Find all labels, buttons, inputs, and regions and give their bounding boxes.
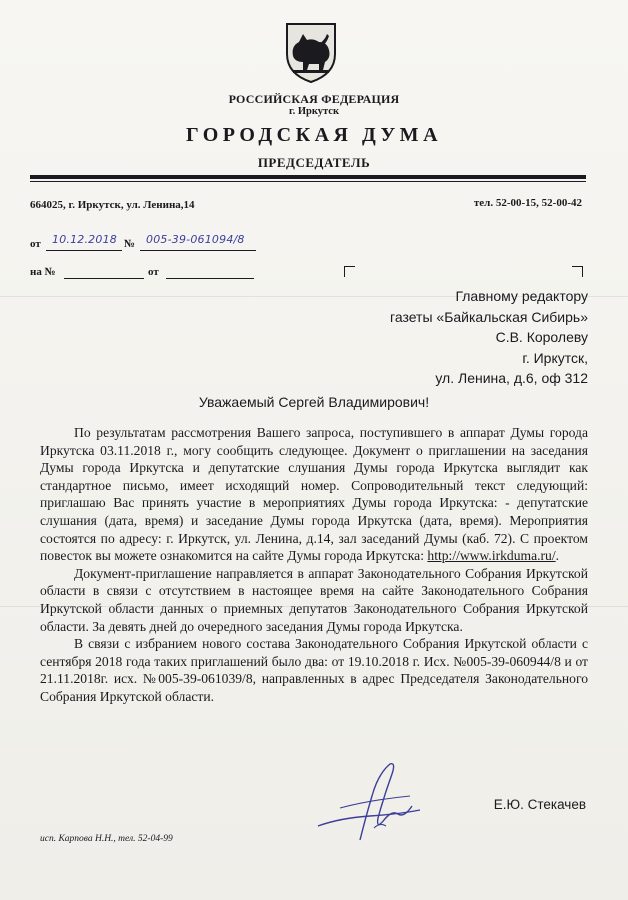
reply-date-label: от bbox=[148, 266, 159, 278]
number-label: № bbox=[124, 238, 136, 250]
body-paragraph bbox=[40, 424, 588, 565]
organization-phone: тел. 52-00-15, 52-00-42 bbox=[473, 197, 582, 209]
recipient-line: Главному редактору bbox=[455, 288, 588, 304]
date-value: 10.12.2018 bbox=[52, 233, 117, 246]
position-title: ПРЕДСЕДАТЕЛЬ bbox=[257, 155, 371, 170]
irkutsk-coat-of-arms-icon bbox=[279, 20, 343, 84]
recipient-block bbox=[390, 286, 588, 389]
recipient-line: газеты «Байкальская Сибирь» bbox=[390, 308, 588, 325]
website-link[interactable]: http://www.irkduma.ru/ bbox=[427, 548, 556, 564]
reply-number-label: на № bbox=[30, 266, 56, 278]
organization-address: 664025, г. Иркутск, ул. Ленина,14 bbox=[30, 199, 195, 211]
executor-note: исп. Карпова Н.Н., тел. 52-04-99 bbox=[40, 834, 173, 844]
recipient-line: г. Иркутск, bbox=[522, 349, 588, 366]
number-value: 005-39-061094/8 bbox=[146, 233, 245, 246]
recipient-line: С.В. Королеву bbox=[495, 329, 588, 345]
header-rule-thin bbox=[30, 181, 586, 182]
reply-number-field bbox=[64, 264, 144, 279]
city-heading: г. Иркутск bbox=[289, 106, 339, 117]
body-paragraph: Документ-приглашение направляется в аппарат Законодательного Собрания Иркутской области в связи с отсутствием в настоящее время на сайте Законодательного Собрания Иркутской области данных о приемных депутатов Законодательного Собрания Иркутской области. За девять дней до очередного заседания Думы города Иркутска. bbox=[40, 565, 588, 634]
address-corner-right bbox=[572, 266, 583, 277]
handwritten-signature-icon bbox=[300, 756, 430, 846]
recipient-line: ул. Ленина, д.6, оф 312 bbox=[435, 370, 588, 386]
country-heading: РОССИЙСКАЯ ФЕДЕРАЦИЯ bbox=[228, 92, 400, 106]
header-rule-thick bbox=[30, 175, 586, 179]
paragraph-end: . bbox=[555, 548, 560, 564]
organization-title: ГОРОДСКАЯ ДУМА bbox=[185, 124, 443, 146]
reply-date-field bbox=[166, 264, 254, 279]
salutation: Уважаемый Сергей Владимирович! bbox=[198, 394, 430, 410]
paragraph-text: По результатам рассмотрения Вашего запроса, поступившего в аппарат Думы города Иркутска 03.11.2018 г., могу сообщить следующее. Документ о приглашении на заседания Думы города Иркутска и депутатские слушания Думы города Иркутска выглядит как стандартное письмо, имеет исходящий номер. Сопроводительный текст следующий: приглашаю Вас принять участие в мероприятиях Думы города Иркутска: - депутатские слушания (дата, время) и заседание Думы города Иркутска (дата, время). Мероприятия состоятся по адресу: г. Иркутск, ул. Ленина, д.14, зал заседаний Думы (каб. 72). С проектом повесток вы можете ознакомится на сайте Думы города Иркутска: bbox=[40, 425, 588, 564]
body-paragraph: В связи с избранием нового состава Законодательного Собрания Иркутской области с сентября 2018 года таких приглашений было два: от 19.10.2018 г. Исх. №005-39-060944/8 и от 21.11.2018г. исх. №005-39-061039/8, направленных в адрес Председателя Законодательного Собрания Иркутской области. bbox=[40, 636, 588, 704]
signer-name: Е.Ю. Стекачев bbox=[493, 797, 586, 812]
date-label: от bbox=[30, 238, 41, 250]
address-corner-left bbox=[344, 266, 355, 277]
letter-body bbox=[40, 424, 588, 706]
